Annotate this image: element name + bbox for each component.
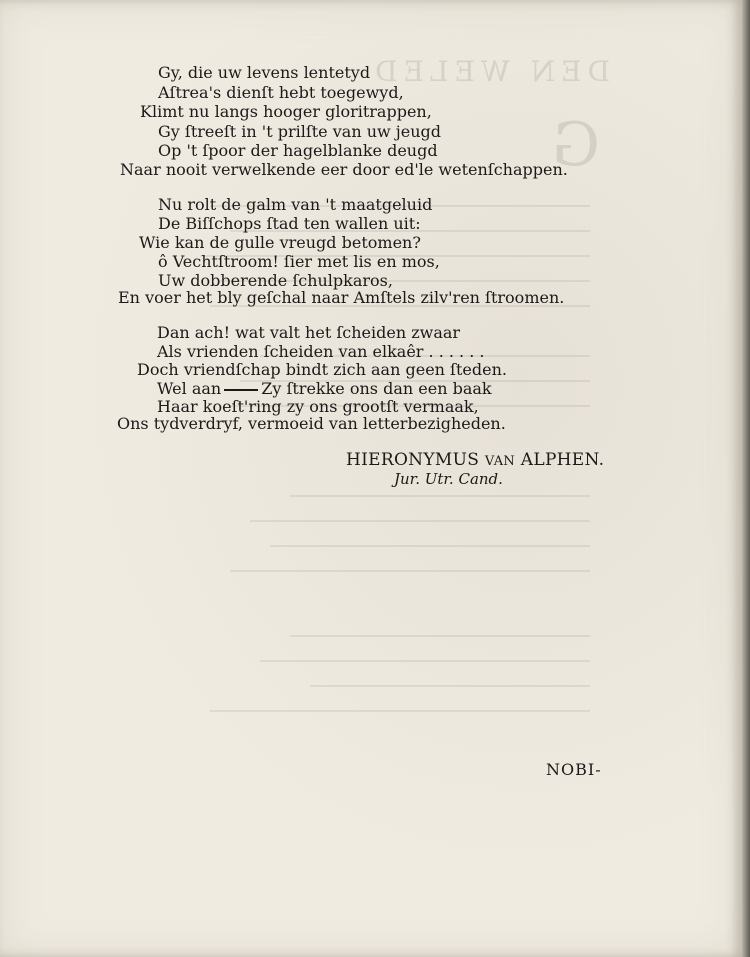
poem-line: Gy ſtreeſt in 't prilſte van uw jeugd [158,122,442,141]
poem-line: Doch vriendſchap bindt zich aan geen ſteden. [137,360,507,379]
poem-line: De Biſſchops ſtad ten wallen uit: [158,214,421,233]
author-particle: VAN [484,454,516,469]
bleed-heading: DEN WELED [369,55,610,88]
poem-line: Klimt nu langs hooger gloritrappen, [140,102,432,121]
poem-line: Haar koeſt'ring zy ons grootſt vermaak, [157,397,479,416]
em-dash-rule [224,389,258,391]
poem-line: Dan ach! wat valt het ſcheiden zwaar [157,323,461,342]
author-last-name: ALPHEN. [520,450,605,470]
poem-line-part: Wel aan [157,379,222,398]
author-title: Jur. Utr. Cand. [394,470,503,488]
poem-line: Als vrienden ſcheiden van elkaêr . . . . . . [157,342,485,361]
poem-line: Gy, die uw levens lentetyd [158,63,371,82]
poem-line [157,379,492,399]
poem-line: Wie kan de gulle vreugd betomen? [139,233,421,252]
poem-line: Ons tydverdryf, vermoeid van letterbezigheden. [117,414,506,433]
poem-line: Aſtrea's dienſt hebt toegewyd, [158,83,404,102]
poem-line-part: Zy ſtrekke ons dan een baak [261,379,492,398]
poem-line: Nu rolt de galm van 't maatgeluid [158,195,433,214]
poem-line: ô Vechtſtroom! ſier met lis en mos, [158,252,440,271]
bleed-initial: G [552,110,600,180]
catchword: NOBI- [546,760,602,779]
poem-line: Op 't ſpoor der hagelblanke deugd [158,141,438,160]
poem-line: Naar nooit verwelkende eer door ed'le wetenſchappen. [120,160,568,179]
poem-line: En voer het bly geſchal naar Amſtels zilv'ren ſtroomen. [118,288,565,307]
book-spine-shadow [742,0,750,957]
author-signature [346,450,604,470]
author-first-name: HIERONYMUS [346,450,480,470]
poem-line: Uw dobberende ſchulpkaros, [158,271,393,290]
